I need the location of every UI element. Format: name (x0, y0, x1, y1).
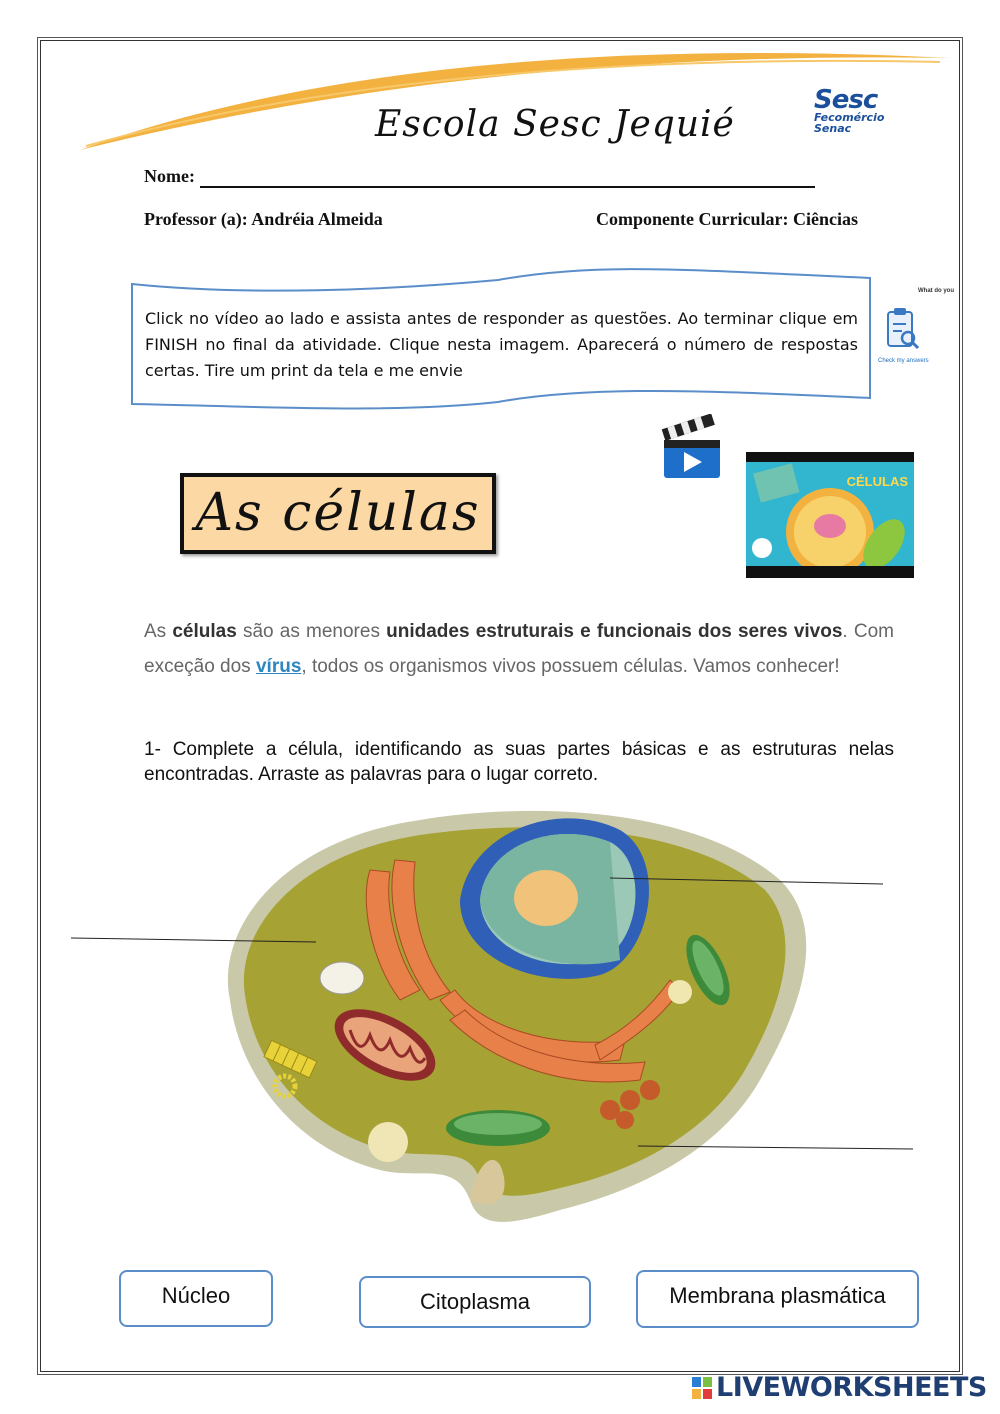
word-citoplasma[interactable]: Citoplasma (359, 1276, 591, 1328)
liveworksheets-logo-icon (692, 1377, 712, 1399)
question-1: 1- Complete a célula, identificando as suas partes básicas e as estruturas nelas encontradas. Arraste as palavras para o lugar correto. (144, 739, 894, 785)
intro-text-1: As (144, 621, 173, 642)
video-thumbnail-label: CÉLULAS (846, 474, 908, 489)
logo-sub2: Senac (814, 122, 852, 135)
virus-link[interactable]: vírus (255, 656, 302, 677)
check-widget-header: What do you (918, 288, 954, 294)
intro-text-2: são as menores (236, 621, 387, 642)
school-title: Escola Sesc Jequié (375, 104, 735, 145)
logo-main: Sesc (814, 85, 878, 115)
teacher-label: Professor (a): Andréia Almeida (144, 209, 383, 229)
worksheet-title: As células (195, 483, 481, 543)
subject-label: Componente Curricular: Ciências (596, 209, 858, 229)
intro-bold-2: unidades estruturais e funcionais dos seres vivos (386, 621, 843, 642)
word-membrana-plasmatica[interactable]: Membrana plasmática (636, 1270, 919, 1328)
name-label: Nome: (144, 166, 195, 186)
word-nucleo[interactable]: Núcleo (119, 1270, 273, 1327)
intro-text-4: , todos os organismos vivos possuem células. Vamos conhecer! (301, 656, 840, 677)
instruction-text: Click no vídeo ao lado e assista antes de responder as questões. Ao terminar clique em FINISH no final da atividade. Clique nesta imagem. Aparecerá o número de respostas certas. Tire um print da tela e me envie (145, 309, 858, 380)
intro-bold-1: células (172, 621, 237, 642)
check-widget-caption: Check my answers (878, 358, 929, 364)
liveworksheets-brand (692, 1372, 987, 1403)
intro-text-3: . Com exceção dos (144, 621, 894, 677)
liveworksheets-text: LIVEWORKSHEETS (716, 1372, 987, 1403)
logo-sub1: Fecomércio (814, 111, 885, 124)
